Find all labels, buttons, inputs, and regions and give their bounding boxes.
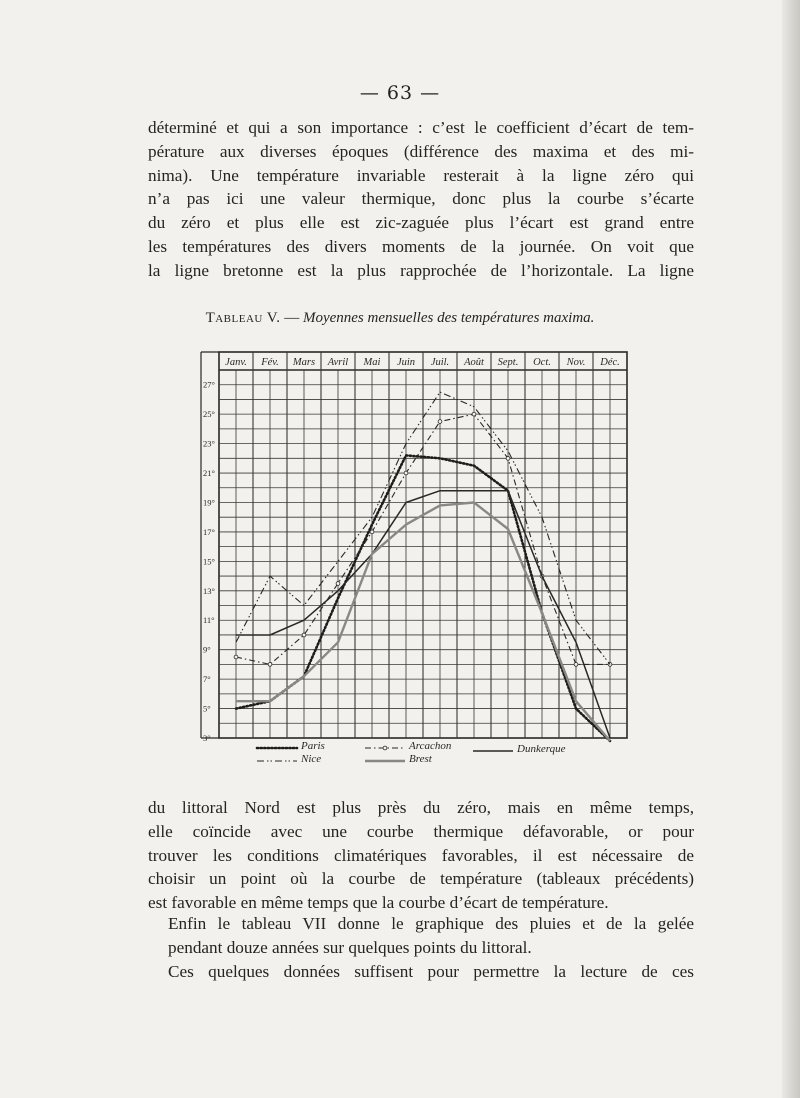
chart-legend	[257, 740, 566, 765]
temperature-chart	[195, 350, 635, 775]
paragraph-1	[148, 116, 694, 283]
table-caption-dash: —	[280, 310, 303, 326]
legend-label: Paris	[301, 740, 325, 752]
y-tick-label: 5°	[203, 703, 211, 714]
text-line: pendant douze années sur quelques points du littoral.	[168, 937, 532, 957]
text-line: choisir un point où la courbe de température (tableaux précédents)	[148, 869, 694, 889]
y-tick-label: 19°	[203, 497, 215, 508]
text-line: Ces quelques données suffisent pour permettre la lecture de ces	[168, 962, 694, 981]
month-label: Août	[464, 357, 484, 368]
text-line: nima). Une température invariable resterait à la ligne zéro qui	[148, 165, 694, 185]
legend-label: Arcachon	[409, 740, 452, 752]
paragraph-2	[148, 796, 694, 915]
paragraph-3	[148, 912, 694, 960]
text-line: du littoral Nord est plus près du zéro, mais en même temps,	[148, 798, 694, 817]
legend-label: Nice	[301, 753, 322, 765]
month-label: Oct.	[533, 357, 551, 368]
text-line: les températures des divers moments de la journée. On voit que	[148, 236, 694, 256]
text-line: pérature aux diverses époques (différence des maxima et des mi-	[148, 141, 694, 161]
y-tick-label: 23°	[203, 438, 215, 449]
table-caption	[0, 310, 800, 327]
month-label: Mars	[292, 357, 316, 368]
table-caption-label: Tableau V.	[205, 310, 281, 326]
month-label: Fév.	[261, 357, 279, 368]
month-label: Janv.	[225, 357, 247, 368]
chart-y-axis	[203, 380, 215, 743]
legend-label: Brest	[409, 753, 432, 765]
data-point	[336, 582, 340, 586]
y-tick-label: 25°	[203, 409, 215, 420]
data-point	[302, 633, 306, 637]
data-point	[268, 663, 272, 667]
y-tick-label: 17°	[203, 526, 215, 537]
month-label: Juin	[396, 357, 416, 368]
y-tick-label: 3°	[203, 733, 211, 743]
data-point	[506, 456, 510, 460]
month-label: Mai	[363, 357, 381, 368]
legend-label: Dunkerque	[517, 743, 566, 755]
legend-marker	[383, 746, 387, 750]
data-point	[234, 655, 238, 659]
text-line: est favorable en même temps que la courbe d’écart de température.	[148, 893, 609, 913]
table-caption-title: Moyennes mensuelles des températures maxima.	[302, 310, 595, 326]
data-point	[438, 420, 442, 424]
page-number: — 63 —	[359, 82, 441, 104]
month-label: Nov.	[566, 357, 586, 368]
y-tick-label: 27°	[203, 379, 215, 390]
month-label: Avril	[327, 357, 349, 368]
y-tick-label: 11°	[203, 615, 215, 626]
month-label: Déc.	[600, 357, 620, 368]
text-line: la ligne bretonne est la plus rapprochée de l’horizontale. La ligne	[148, 260, 694, 280]
y-tick-label: 21°	[203, 468, 215, 479]
page-edge	[782, 0, 800, 1098]
text-line: déterminé et qui a son importance : c’est le coefficient d’écart de tem-	[148, 118, 694, 137]
data-point	[472, 412, 476, 416]
data-point	[404, 471, 408, 475]
data-point	[574, 663, 578, 667]
chart-grid	[201, 352, 627, 738]
month-label: Juil.	[430, 357, 450, 368]
y-tick-label: 15°	[203, 556, 215, 567]
text-line: n’a pas ici une valeur thermique, donc plus la courbe s’écarte	[148, 189, 694, 209]
month-label: Sept.	[497, 357, 519, 368]
y-tick-label: 7°	[203, 674, 211, 685]
paragraph-4	[148, 960, 694, 984]
y-tick-label: 9°	[203, 644, 211, 655]
y-tick-label: 13°	[203, 585, 215, 596]
data-point	[370, 530, 374, 534]
text-line: du zéro et plus elle est zic-zaguée plus l’écart est grand entre	[148, 213, 694, 233]
text-line: trouver les conditions climatériques favorables, il est nécessaire de	[148, 845, 694, 865]
text-line: Enfin le tableau VII donne le graphique des pluies et de la gelée	[168, 914, 694, 933]
text-line: elle coïncide avec une courbe thermique défavorable, or pour	[148, 821, 694, 841]
